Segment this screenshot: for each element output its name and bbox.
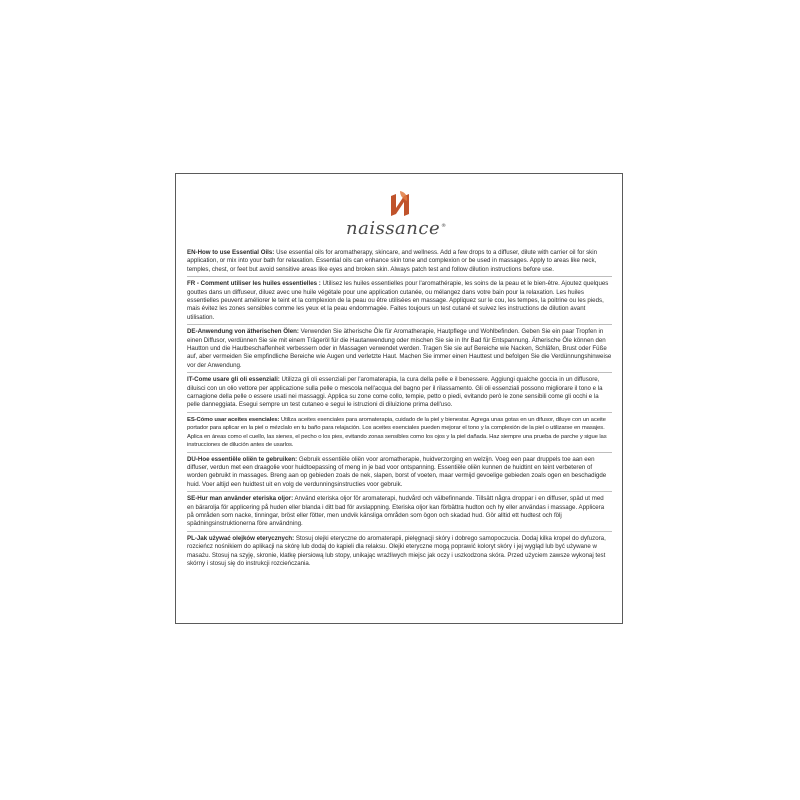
brand-wordmark: naissance® <box>346 218 447 239</box>
instruction-card <box>175 173 623 624</box>
section-heading: DE-Anwendung von ätherischen Ölen: <box>187 328 299 336</box>
section-fr <box>187 279 612 325</box>
section-pl <box>187 534 612 571</box>
section-body: Gebruik essentiële oliën voor aromatherapie, huidverzorging en welzijn. Voeg een paar druppels toe aan een diffuser, verdun met een draagolie voor huidtoepassing of meng in je bad voor ontspanning. Essentiële oliën kunnen de huidtint en teint verbeteren of worden gebruikt in massages. Breng aan op gebieden zoals de nek, slapen, borst of voeten, maar vermijd gevoelige gebieden zoals ogen en beschadigde huid. Voer altijd een huidtest uit en volg de verdunningsinstructies voor gebruik. <box>187 455 607 488</box>
brand-logo <box>176 190 622 242</box>
section-heading: DU-Hoe essentiële oliën te gebruiken: <box>187 455 298 463</box>
section-heading: PL-Jak używać olejków eterycznych: <box>187 535 295 543</box>
logo-n-leaf-icon <box>389 190 411 218</box>
section-du <box>187 455 612 493</box>
section-de <box>187 327 612 373</box>
section-body: Utiliza aceites esenciales para aromaterapia, cuidado de la piel y bienestar. Agrega unas gotas en un difusor, diluye con un aceite portador para aplicar en la piel o mézclalo en tu baño para relajación. Los aceites esenciales pueden mejorar el tono y la complexión de la piel o utilizarse en masajes. Aplica en áreas como el cuello, las sienes, el pecho o los pies, evitando zonas sensibles como los ojos y la piel dañada. Haz siempre una prueba de parche y sigue las instrucciones de dilución antes de usarlos. <box>187 417 607 448</box>
section-body: Utilizza gli oli essenziali per l'aromaterapia, la cura della pelle e il benessere. Aggiungi qualche goccia in un diffusore, diluisci con un olio vettore per applicazione sulla pelle o mescola nell'acqua del bagno per il rilassamento. Gli oli essenziali possono migliorare il tono e la carnagione della pelle o essere usati nei massaggi. Applica su zone come collo, tempie, petto o piedi, evitando però le zone sensibili come gli occhi e la pelle danneggiata. Esegui sempre un test cutaneo e segui le istruzioni di diluizione prima dell'uso. <box>187 376 603 409</box>
instructions-content <box>187 248 612 573</box>
section-body: Använd eteriska oljor för aromaterapi, hudvård och välbefinnande. Tillsätt några droppar i en diffuser, späd ut med en bärarolja för applicering på huden eller blanda i ditt bad för avslappning. Eteriska oljor kan förbättra hudton och hy eller användas i massage. Applicera på områden som nacke, tinningar, bröst eller fötter, men undvik känsliga områden som ögon och skadad hud. Gör alltid ett hudtest och följ spädningsinstruktionerna före användning. <box>187 495 605 528</box>
section-body: Verwenden Sie ätherische Öle für Aromatherapie, Hautpflege und Wohlbefinden. Geben Sie ein paar Tropfen in einen Diffusor, verdünnen Sie sie mit einem Trägeröl für die Hautanwendung oder mischen Sie sie in Ihr Bad für Entspannung. Ätherische Öle können den Hautton und die Hautbeschaffenheit verbessern oder in Massagen verwendet werden. Tragen Sie sie auf Bereiche wie Nacken, Schläfen, Brust oder Füße auf, aber vermeiden Sie empfindliche Bereiche wie Augen und verletzte Haut. Machen Sie immer einen Hauttest und befolgen Sie die Verdünnungshinweise vor der Anwendung. <box>187 328 612 369</box>
section-it <box>187 375 612 413</box>
section-body: Utilisez les huiles essentielles pour l'aromathérapie, les soins de la peau et le bien-être. Ajoutez quelques gouttes dans un diffuseur, diluez avec une huile végétale pour une application cutanée, ou mélangez dans votre bain pour la relaxation. Les huiles essentielles peuvent améliorer le teint et la complexion de la peau ou être utilisées en massage. Appliquez sur le cou, les tempes, la poitrine ou les pieds, mais évitez les zones sensibles comme les yeux et la peau endommagée. Faites toujours un test cutané et suivez les instructions de dilution avant utilisation. <box>187 280 609 321</box>
section-heading: SE-Hur man använder eteriska oljor: <box>187 495 294 503</box>
section-heading: ES-Cómo usar aceites esenciales: <box>187 417 280 424</box>
section-heading: EN-How to use Essential Oils: <box>187 249 275 256</box>
section-en <box>187 248 612 277</box>
section-es <box>187 415 612 453</box>
section-se <box>187 494 612 532</box>
section-body: Stosuj olejki eteryczne do aromaterapii, pielęgnacji skóry i dobrego samopoczucia. Dodaj kilka kropel do dyfuzora, rozcieńcz nośnikiem do aplikacji na skórę lub dodaj do kąpieli dla relaksu. Olejki eteryczne mogą poprawić koloryt skóry i jej wygląd lub być używane w masażu. Stosuj na szyję, skronie, klatkę piersiową lub stopy, unikając wrażliwych miejsc jak oczy i uszkodzona skóra. Przed użyciem zawsze wykonaj test skórny i stosuj się do instrukcji rozcieńczania. <box>187 535 606 567</box>
section-heading: FR - Comment utiliser les huiles essentielles : <box>187 280 321 288</box>
section-heading: IT-Come usare gli oli essenziali: <box>187 376 280 384</box>
section-body: Use essential oils for aromatherapy, skincare, and wellness. Add a few drops to a diffuser, dilute with carrier oil for skin application, or mix into your bath for relaxation. Essential oils can enhance skin tone and complexion or be used in massages. Apply to areas like neck, temples, chest, or feet but avoid sensitive areas like eyes and broken skin. Always patch test and follow dilution instructions before use. <box>187 249 598 273</box>
